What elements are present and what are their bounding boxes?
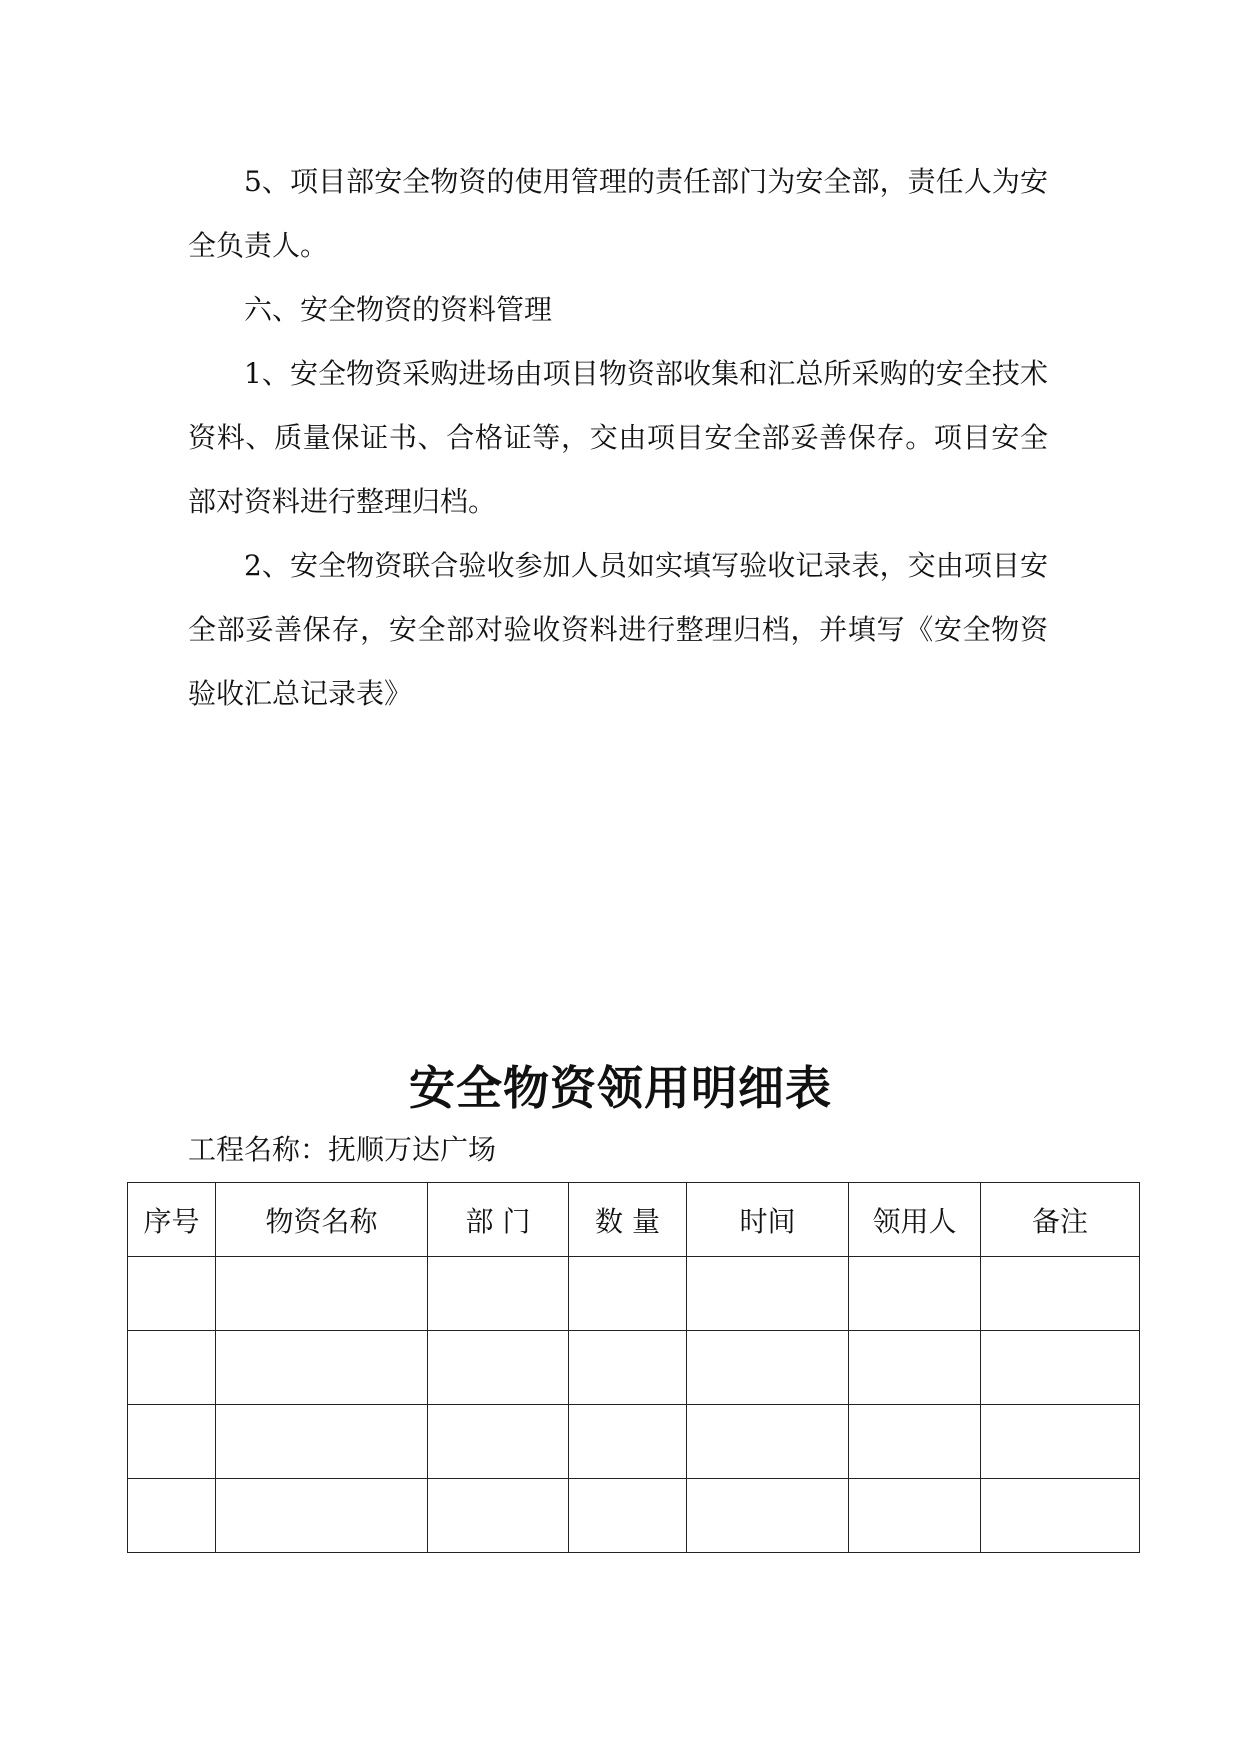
table-row	[128, 1405, 1140, 1479]
table-cell	[128, 1257, 216, 1331]
table-row	[128, 1331, 1140, 1405]
table-cell	[428, 1479, 569, 1553]
header-serial-number: 序号	[128, 1183, 216, 1257]
table-cell	[981, 1405, 1140, 1479]
table-cell	[428, 1405, 569, 1479]
table-cell	[849, 1479, 981, 1553]
table-cell	[849, 1331, 981, 1405]
section-heading-six: 六、安全物资的资料管理	[244, 293, 553, 326]
project-name-line: 工程名称：抚顺万达广场	[188, 1133, 497, 1166]
material-issue-table	[127, 1182, 1140, 1553]
table-cell	[981, 1257, 1140, 1331]
table-cell	[128, 1331, 216, 1405]
table-cell	[216, 1331, 428, 1405]
table-cell	[687, 1405, 849, 1479]
table-cell	[216, 1479, 428, 1553]
table-cell	[981, 1331, 1140, 1405]
paragraph-1-data-collection: 1、安全物资采购进场由项目物资部收集和汇总所采购的安全技术资料、质量保证书、合格证等，交由项目安全部妥善保存。项目安全部对资料进行整理归档。	[188, 357, 1048, 518]
table-header-row	[128, 1183, 1140, 1257]
header-recipient: 领用人	[849, 1183, 981, 1257]
table-cell	[216, 1405, 428, 1479]
table-cell	[687, 1331, 849, 1405]
header-department: 部 门	[428, 1183, 569, 1257]
table-cell	[128, 1405, 216, 1479]
table-cell	[216, 1257, 428, 1331]
table-cell	[981, 1479, 1140, 1553]
table-cell	[569, 1405, 687, 1479]
table-cell	[849, 1257, 981, 1331]
header-quantity: 数 量	[569, 1183, 687, 1257]
table-cell	[569, 1331, 687, 1405]
table-cell	[569, 1479, 687, 1553]
paragraph-5-responsibility: 5、项目部安全物资的使用管理的责任部门为安全部，责任人为安全负责人。	[188, 165, 1048, 262]
table-cell	[128, 1479, 216, 1553]
paragraph-2-acceptance-records: 2、安全物资联合验收参加人员如实填写验收记录表，交由项目安全部妥善保存，安全部对验收资料进行整理归档，并填写《安全物资验收汇总记录表》	[188, 549, 1048, 710]
body-text	[188, 150, 1048, 726]
table-cell	[569, 1257, 687, 1331]
header-time: 时间	[687, 1183, 849, 1257]
table-cell	[849, 1405, 981, 1479]
table-cell	[428, 1257, 569, 1331]
form-title: 安全物资领用明细表	[409, 1061, 832, 1115]
table-row	[128, 1479, 1140, 1553]
table-cell	[687, 1257, 849, 1331]
table-row	[128, 1257, 1140, 1331]
table-cell	[687, 1479, 849, 1553]
header-material-name: 物资名称	[216, 1183, 428, 1257]
table-cell	[428, 1331, 569, 1405]
header-remarks: 备注	[981, 1183, 1140, 1257]
